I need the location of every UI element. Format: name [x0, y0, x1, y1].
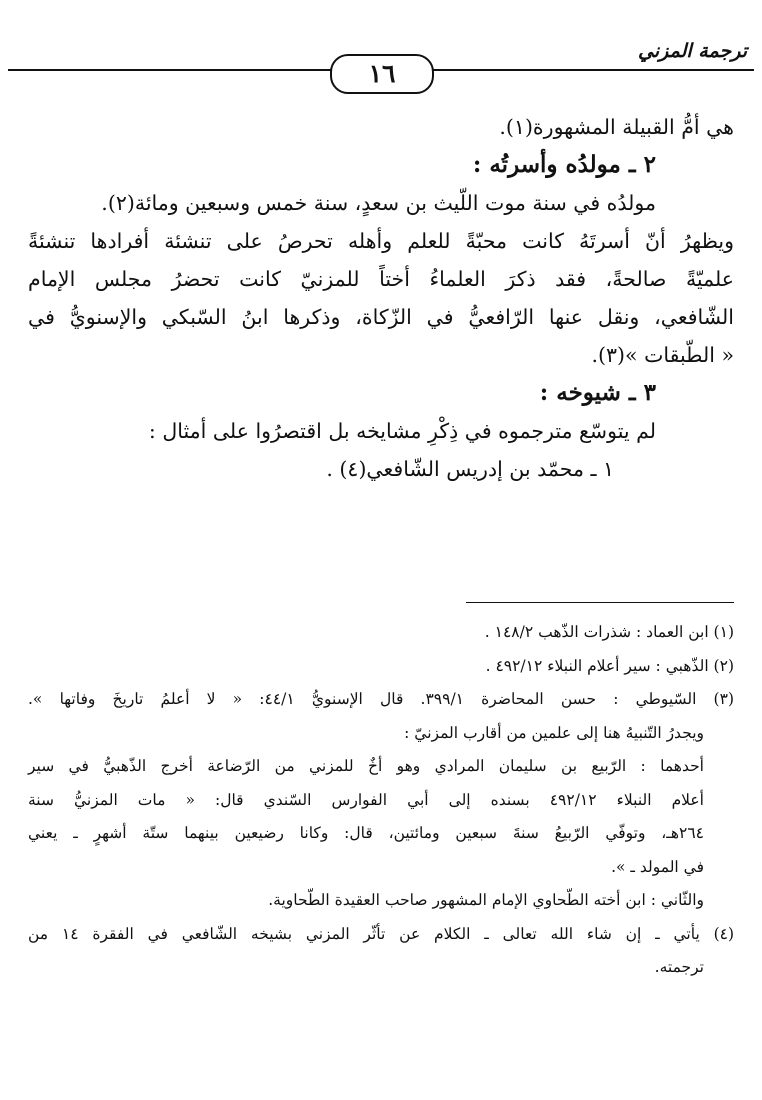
footnote-line: ٢٦٤هـ، وتوفّي الرّبيعُ سنةَ سبعين ومائتين، قال: وكانا رضيعين بينهما ستّة أشهرٍ ـ يعني	[28, 824, 704, 842]
section-heading-3: ٣ ـ شيوخه :	[539, 379, 656, 406]
footnote-line: أعلام النبلاء ٤٩٢/١٢ بسنده إلى أبي الفوارس السّندي قال: « مات المزنيُّ سنة	[28, 790, 704, 809]
page-number: ١٦	[330, 54, 434, 94]
list-item: ١ ـ محمّد بن إدريس الشّافعي(٤) .	[326, 457, 614, 481]
footnote-line: ترجمته.	[654, 958, 704, 976]
main-text	[28, 108, 734, 488]
text-line: علميّةً صالحةً، فقد ذكرَ العلماءُ أختاً للمزنيّ كانت تحضرُ مجلس الإمام	[28, 267, 734, 291]
footnote-line: ويجدرُ التّنبيهُ هنا إلى علمين من أقارب المزنيّ :	[404, 723, 704, 742]
footnote-4: (٤) يأتي ـ إن شاء الله تعالى ـ الكلام عن تأثّر المزني بشيخه الشّافعي في الفقرة ١٤ من	[28, 924, 735, 943]
text-line: الشّافعي، ونقل عنها الرّافعيُّ في الزّكاة، وذكرها ابنُ السّبكي والإسنويُّ في	[28, 305, 734, 329]
text-line: « الطّبقات »(٣).	[591, 343, 734, 367]
text-line: مولدُه في سنة موت اللّيث بن سعدٍ، سنة خمس وسبعين ومائة(٢).	[101, 191, 656, 215]
footnote-line: أحدهما : الرّبيع بن سليمان المرادي وهو أخٌ للمزني من الرّضاعة أخرج الذّهبيُّ في سير	[28, 757, 704, 775]
running-title: ترجمة المزني	[638, 40, 747, 62]
footnote-2: (٢) الذّهبي : سير أعلام النبلاء ٤٩٢/١٢ .	[485, 656, 734, 675]
text-line: ويظهرُ أنّ أسرتَهُ كانت محبّةً للعلم وأهله تحرصُ على تنشئة أفرادها تنشئةً	[28, 229, 734, 253]
section-heading-2: ٢ ـ مولدُه وأسرتُه :	[472, 151, 656, 178]
footnote-1: (١) ابن العماد : شذرات الذّهب ١٤٨/٢ .	[484, 623, 734, 641]
footnote-3: (٣) السّيوطي : حسن المحاضرة ٣٩٩/١. قال الإسنويُّ ٤٤/١: « لا أعلمُ تاريخَ وفاتها ».	[28, 690, 734, 708]
footnote-line: والثّاني : ابن أخته الطّحاوي الإمام المشهور صاحب العقيدة الطّحاوية.	[268, 891, 704, 909]
footnotes	[28, 616, 734, 985]
footnote-separator	[466, 602, 734, 603]
text-line: هي أمُّ القبيلة المشهورة(١).	[499, 115, 734, 139]
text-line: لم يتوسّع مترجموه في ذِكْرِ مشايخه بل اقتصرُوا على أمثال :	[148, 419, 656, 443]
footnote-line: في المولد ـ ».	[611, 857, 704, 876]
